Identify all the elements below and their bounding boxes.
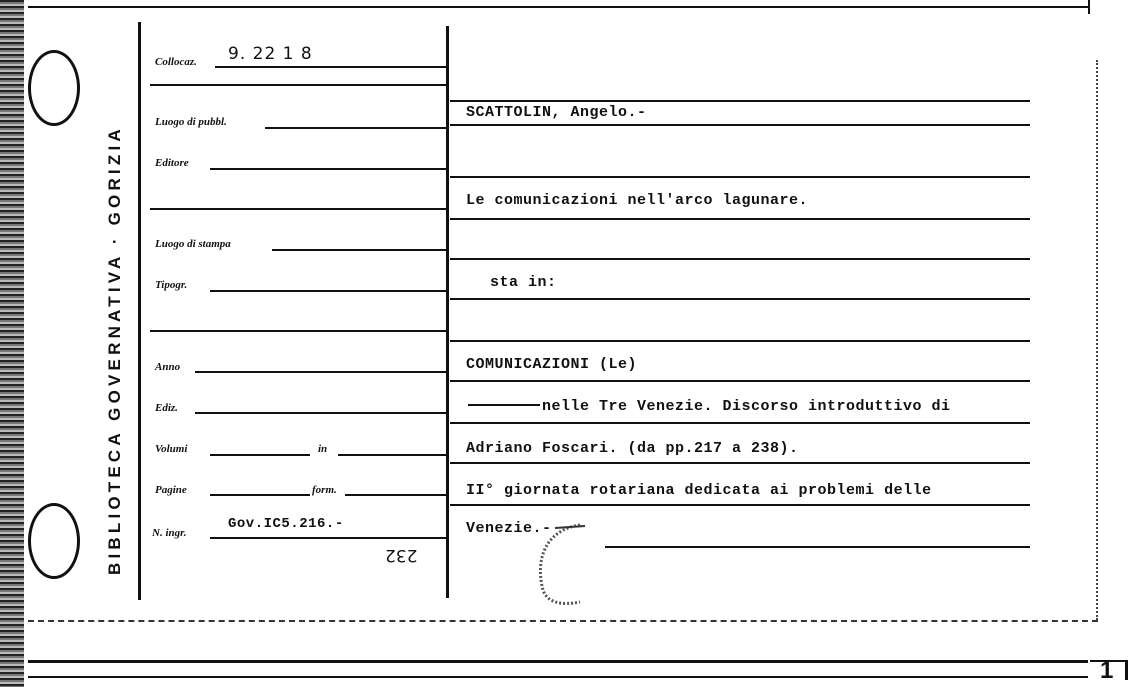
label-anno: Anno [155, 361, 181, 373]
middle-column-rule [446, 26, 449, 598]
right-line-1 [450, 100, 1030, 102]
bottom-border-1 [28, 620, 1098, 622]
right-line-3 [450, 176, 1030, 178]
right-line-11 [450, 504, 1030, 506]
right-edge-marks [1096, 60, 1102, 620]
entry-host-title: COMUNICAZIONI (Le) [466, 356, 638, 373]
line-collocazione [215, 66, 447, 68]
label-collocazione: Collocaz. [155, 56, 197, 68]
bottom-border-3 [28, 676, 1088, 678]
entry-note: II° giornata rotariana dedicata ai problemi delle [466, 482, 932, 499]
entry-host-subtitle: nelle Tre Venezie. Discorso introduttivo di [542, 398, 951, 415]
entry-editor: Adriano Foscari. (da pp.217 a 238). [466, 440, 799, 457]
label-volumi: Volumi [155, 443, 188, 455]
label-luogo-stampa: Luogo di stampa [155, 238, 231, 250]
entry-title: Le comunicazioni nell'arco lagunare. [466, 192, 809, 209]
entry-dash [468, 404, 540, 406]
corner-page-number: 1 [1100, 657, 1114, 684]
right-line-9 [450, 422, 1030, 424]
value-collocazione: 9. 22 1 8 [228, 44, 313, 64]
label-n-ingr: N. ingr. [152, 527, 187, 539]
line-anno [195, 371, 447, 373]
label-ediz: Ediz. [155, 402, 178, 414]
right-line-7 [450, 340, 1030, 342]
top-right-tick [1088, 0, 1090, 14]
value-n-ingr-handwritten: 232 [385, 545, 418, 565]
label-in: in [318, 443, 328, 455]
entry-note-end: Venezie.- [466, 520, 552, 537]
line-pagine [210, 494, 310, 496]
punch-hole-top [28, 50, 80, 126]
label-tipogr: Tipogr. [155, 279, 188, 291]
line-in [338, 454, 447, 456]
scan-edge [0, 0, 24, 687]
right-line-2 [450, 124, 1030, 126]
bottom-right-tick [1125, 660, 1128, 680]
line-tipogr [210, 290, 447, 292]
value-n-ingr: Gov.IC5.216.- [228, 516, 344, 532]
entry-author: SCATTOLIN, Angelo.- [466, 104, 647, 121]
bottom-border-2 [28, 660, 1088, 663]
right-line-5 [450, 258, 1030, 260]
line-luogo-stampa [272, 249, 447, 251]
line-editore-2 [150, 208, 447, 210]
left-column-rule [138, 22, 141, 600]
label-luogo-pubbl: Luogo di pubbl. [155, 116, 227, 128]
right-line-6 [450, 298, 1030, 300]
line-collocazione-2 [150, 84, 447, 86]
right-line-10 [450, 462, 1030, 464]
top-border [28, 6, 1090, 8]
right-line-4 [450, 218, 1030, 220]
right-line-12 [605, 546, 1030, 548]
label-pagine: Pagine [155, 484, 187, 496]
line-form [345, 494, 447, 496]
punch-hole-bottom [28, 503, 80, 579]
entry-sta-in: sta in: [490, 274, 557, 291]
line-n-ingr [210, 537, 447, 539]
line-ediz [195, 412, 447, 414]
label-form: form. [312, 484, 337, 496]
line-volumi [210, 454, 310, 456]
line-tipogr-2 [150, 330, 447, 332]
stamp-mark [525, 520, 595, 610]
line-editore [210, 168, 447, 170]
line-luogo-pubbl [265, 127, 447, 129]
institution-name: BIBLIOTECA GOVERNATIVA · GORIZIA [105, 125, 124, 575]
label-editore: Editore [155, 157, 189, 169]
right-line-8 [450, 380, 1030, 382]
